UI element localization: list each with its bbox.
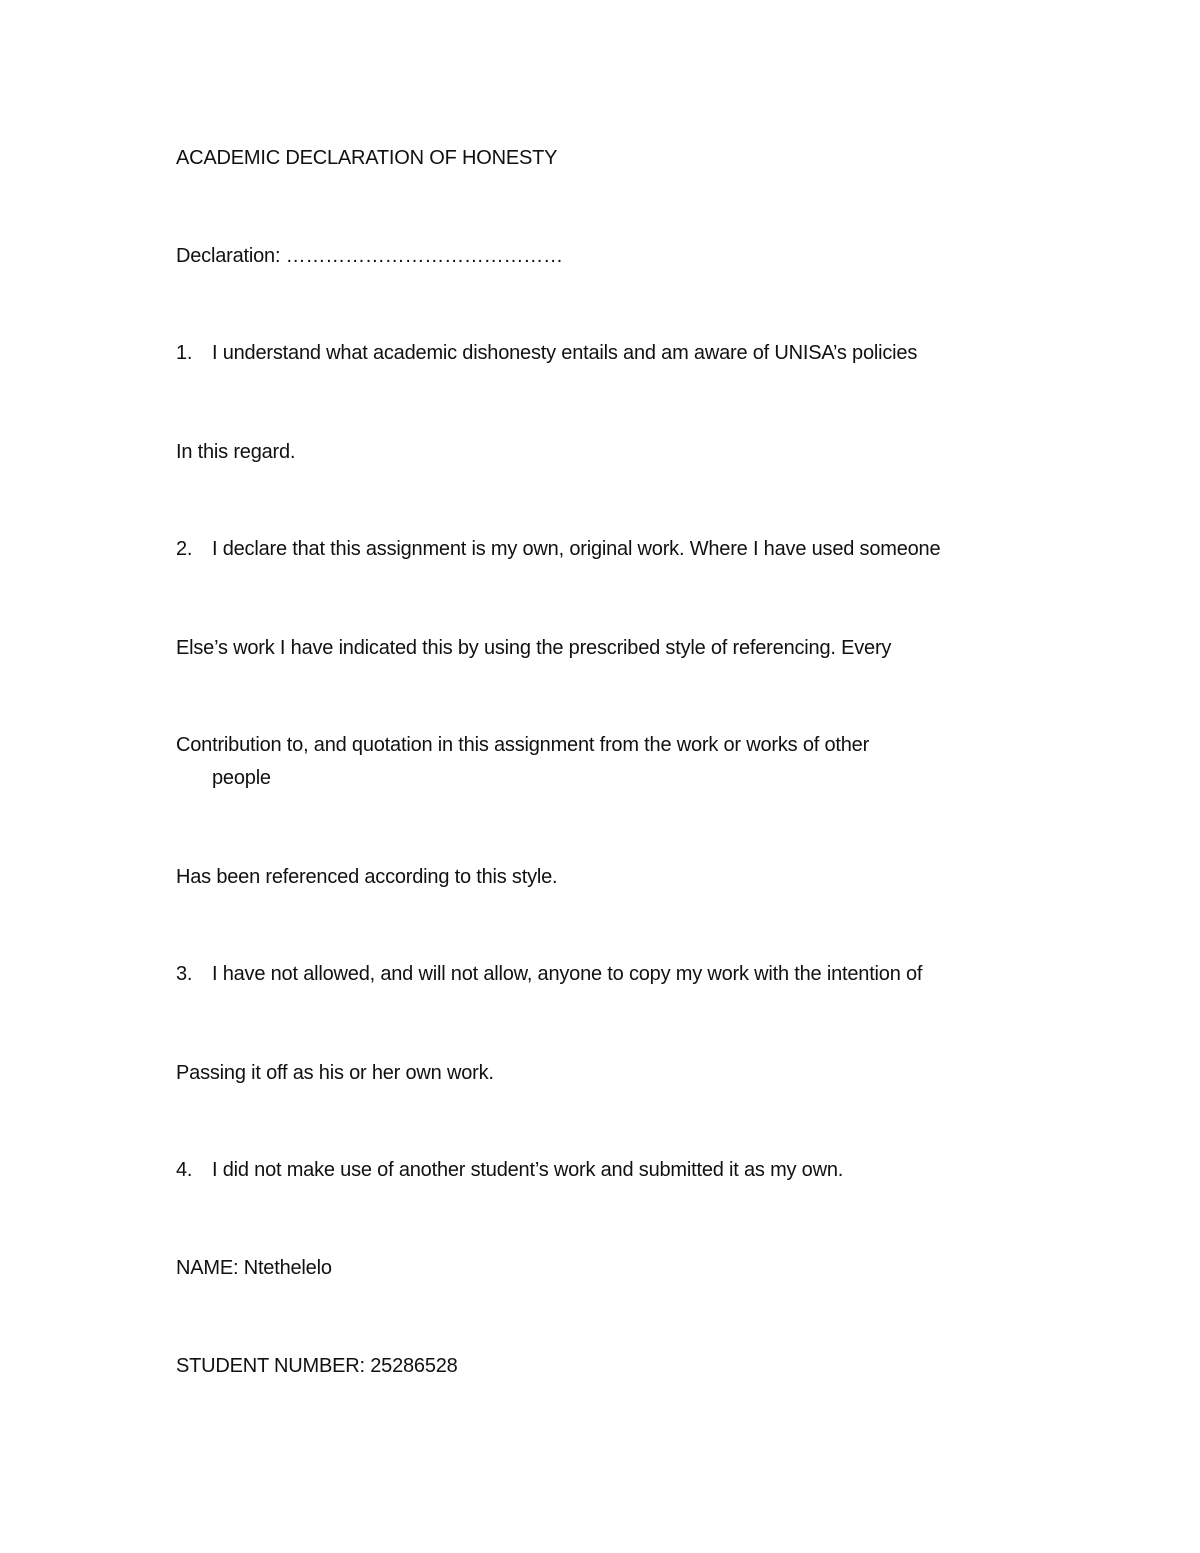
item-number: 4.	[176, 1159, 193, 1181]
item-2-continuation-2-wrap: people	[212, 767, 271, 789]
item-2-continuation-1: Else’s work I have indicated this by using the prescribed style of referencing. Every	[176, 637, 892, 659]
item-1-continuation: In this regard.	[176, 441, 296, 463]
student-number: STUDENT NUMBER: 25286528	[176, 1355, 458, 1377]
item-number: 1.	[176, 342, 193, 364]
item-text: I have not allowed, and will not allow, anyone to copy my work with the intention of	[212, 963, 923, 985]
item-number: 3.	[176, 963, 193, 985]
declaration-label: Declaration: ……………………………………	[176, 245, 563, 267]
document-title: ACADEMIC DECLARATION OF HONESTY	[176, 147, 558, 169]
item-text: I did not make use of another student’s work and submitted it as my own.	[212, 1159, 844, 1181]
item-2-continuation-3: Has been referenced according to this style.	[176, 866, 558, 888]
item-3-continuation: Passing it off as his or her own work.	[176, 1062, 494, 1084]
item-number: 2.	[176, 538, 193, 560]
declaration-item-4	[176, 1158, 843, 1182]
declaration-item-3	[176, 962, 922, 986]
declaration-item-2	[176, 537, 940, 561]
student-name: NAME: Ntethelelo	[176, 1257, 332, 1279]
item-text: I declare that this assignment is my own, original work. Where I have used someone	[212, 538, 941, 560]
declaration-item-1	[176, 341, 917, 365]
item-text: I understand what academic dishonesty entails and am aware of UNISA’s policies	[212, 342, 918, 364]
item-2-continuation-2: Contribution to, and quotation in this assignment from the work or works of other	[176, 734, 870, 756]
